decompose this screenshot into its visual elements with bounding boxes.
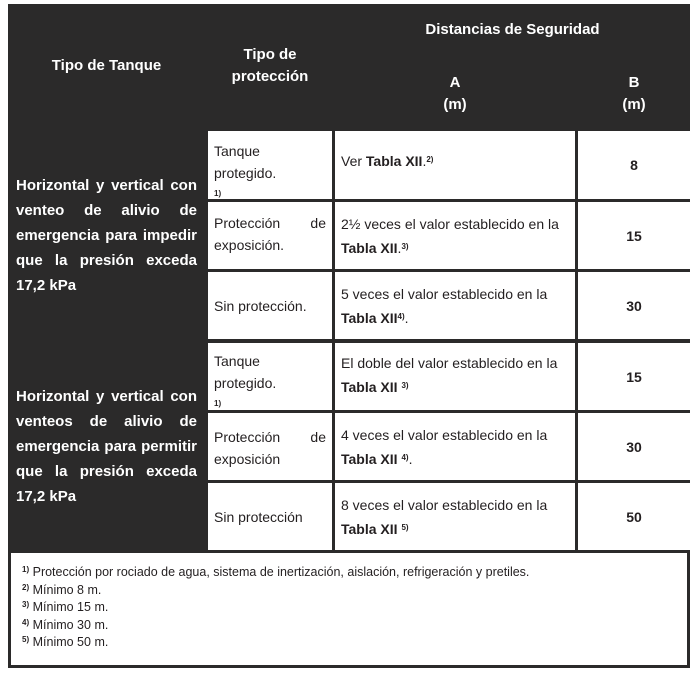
distance-b-cell: 15 bbox=[578, 343, 690, 410]
footnote: $^{2)}$ Mínimo 8 m. bbox=[22, 582, 102, 597]
distance-a-cell: 4 veces el valor establecido en la Tabla XII $^{4)}$. bbox=[335, 413, 575, 480]
header-col-b bbox=[578, 59, 690, 128]
header-tank-type: Tipo de Tanque bbox=[8, 4, 205, 128]
col-a-unit: (m) bbox=[443, 95, 467, 113]
header-protection-type: Tipo de protección bbox=[208, 4, 332, 128]
footnote: $^{5)}$ Mínimo 50 m. bbox=[22, 635, 109, 649]
header-col-a bbox=[335, 59, 575, 128]
protection-cell: Tanque protegido. $^{1)}$ bbox=[208, 131, 332, 199]
safety-distances-table bbox=[8, 4, 690, 668]
header-safety-distances: Distancias de Seguridad bbox=[335, 4, 690, 56]
footnote: $^{1)}$ Protección por rociado de agua, sistema de inertización, aislación, refrigeración y pretiles. bbox=[22, 565, 530, 579]
col-b-label: B bbox=[628, 73, 640, 91]
footnote: $^{3)}$ Mínimo 15 m. bbox=[22, 600, 109, 614]
distance-a-cell: El doble del valor establecido en la Tabla XII $^{3)}$ bbox=[335, 343, 575, 410]
distance-b-cell: 8 bbox=[578, 131, 690, 199]
distance-b-cell: 50 bbox=[578, 483, 690, 550]
distance-b-cell: 30 bbox=[578, 413, 690, 480]
protection-cell: Sin protección bbox=[208, 483, 332, 550]
distance-a-cell: 8 veces el valor establecido en la Tabla XII $^{5)}$ bbox=[335, 483, 575, 550]
protection-cell: Tanque protegido. $^{1)}$ bbox=[208, 343, 332, 410]
footnotes bbox=[11, 553, 687, 665]
protection-cell: Protección de exposición bbox=[208, 413, 332, 480]
distance-a-cell: 5 veces el valor establecido en la Tabla XII$^{4)}$. bbox=[335, 272, 575, 339]
distance-b-cell: 15 bbox=[578, 202, 690, 269]
footnote: $^{4)}$ Mínimo 30 m. bbox=[22, 617, 109, 632]
distance-a-cell: 2½ veces el valor establecido en la Tabla XII.$^{3)}$ bbox=[335, 202, 575, 269]
col-b-unit: (m) bbox=[622, 95, 646, 113]
protection-cell: Protección de exposición. bbox=[208, 202, 332, 269]
distance-a-cell: Ver Tabla XII.$^{2)}$ bbox=[335, 131, 575, 199]
tank-type-group-2: Horizontal y vertical con venteos de alivio de emergencia para permitir que la presión exceda 17,2 kPa bbox=[8, 343, 205, 550]
distance-b-cell: 30 bbox=[578, 272, 690, 339]
tank-type-group-1: Horizontal y vertical con venteo de alivio de emergencia para impedir que la presión exceda 17,2 kPa bbox=[8, 131, 205, 339]
protection-cell: Sin protección. bbox=[208, 272, 332, 339]
col-a-label: A bbox=[449, 73, 461, 91]
